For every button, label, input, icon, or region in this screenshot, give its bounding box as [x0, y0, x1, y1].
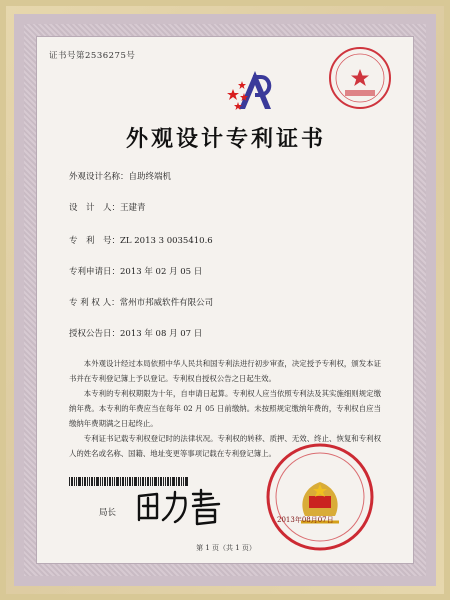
page-footer: 第 1 页（共 1 页） [196, 544, 256, 552]
field-value: 自助终端机 [128, 172, 172, 182]
field-label: 专 利 权 人： [69, 298, 120, 308]
field-value: ZL 2013 3 0035410.6 [120, 236, 213, 246]
field-application-date [69, 265, 202, 277]
body-paragraph: 本专利的专利权期限为十年，自申请日起算。专利权人应当依照专利法及其实施细则规定缴纳年费。本专利的年费应当在每年 02 月 05 日前缴纳。未按照规定缴纳年费的，专利权自应当缴纳年费期满之日起终止。 [69, 389, 381, 428]
body-paragraph: 本外观设计经过本局依照中华人民共和国专利法进行初步审查，决定授予专利权，颁发本证书并在专利登记簿上予以登记。专利权自授权公告之日起生效。 [69, 359, 381, 383]
field-value: 常州市邦威软件有限公司 [119, 298, 214, 308]
director-signature [135, 484, 225, 528]
certificate-paper [36, 36, 414, 564]
registration-seal-icon [327, 45, 393, 111]
field-designer [69, 201, 146, 213]
field-label: 设 计 人： [69, 203, 121, 213]
field-patentee [69, 296, 213, 308]
field-label: 授权公告日： [69, 329, 121, 339]
certificate-number: 证书号第2536275号 [49, 51, 136, 61]
field-patent-number [69, 234, 213, 246]
field-label: 专利申请日： [69, 267, 121, 277]
field-value: 2013 年 08 月 07 日 [120, 329, 203, 339]
body-paragraph: 专利证书记载专利权登记时的法律状况。专利权的转移、质押、无效、终止、恢复和专利权人的姓名或名称、国籍、地址变更等事项记载在专利登记簿上。 [69, 434, 381, 458]
field-label: 外观设计名称： [69, 172, 129, 182]
patent-office-emblem-icon [225, 67, 285, 117]
field-label: 专 利 号： [69, 236, 121, 246]
field-value: 王建青 [120, 203, 146, 213]
director-label: 局长 [99, 508, 117, 518]
certificate-title: 外观设计专利证书 [125, 126, 326, 152]
field-design-name [69, 170, 171, 182]
seal-date: 2013年08月07日 [277, 516, 334, 524]
field-grant-date [69, 327, 202, 339]
field-value: 2013 年 02 月 05 日 [120, 267, 203, 277]
official-seal-icon [265, 442, 375, 552]
